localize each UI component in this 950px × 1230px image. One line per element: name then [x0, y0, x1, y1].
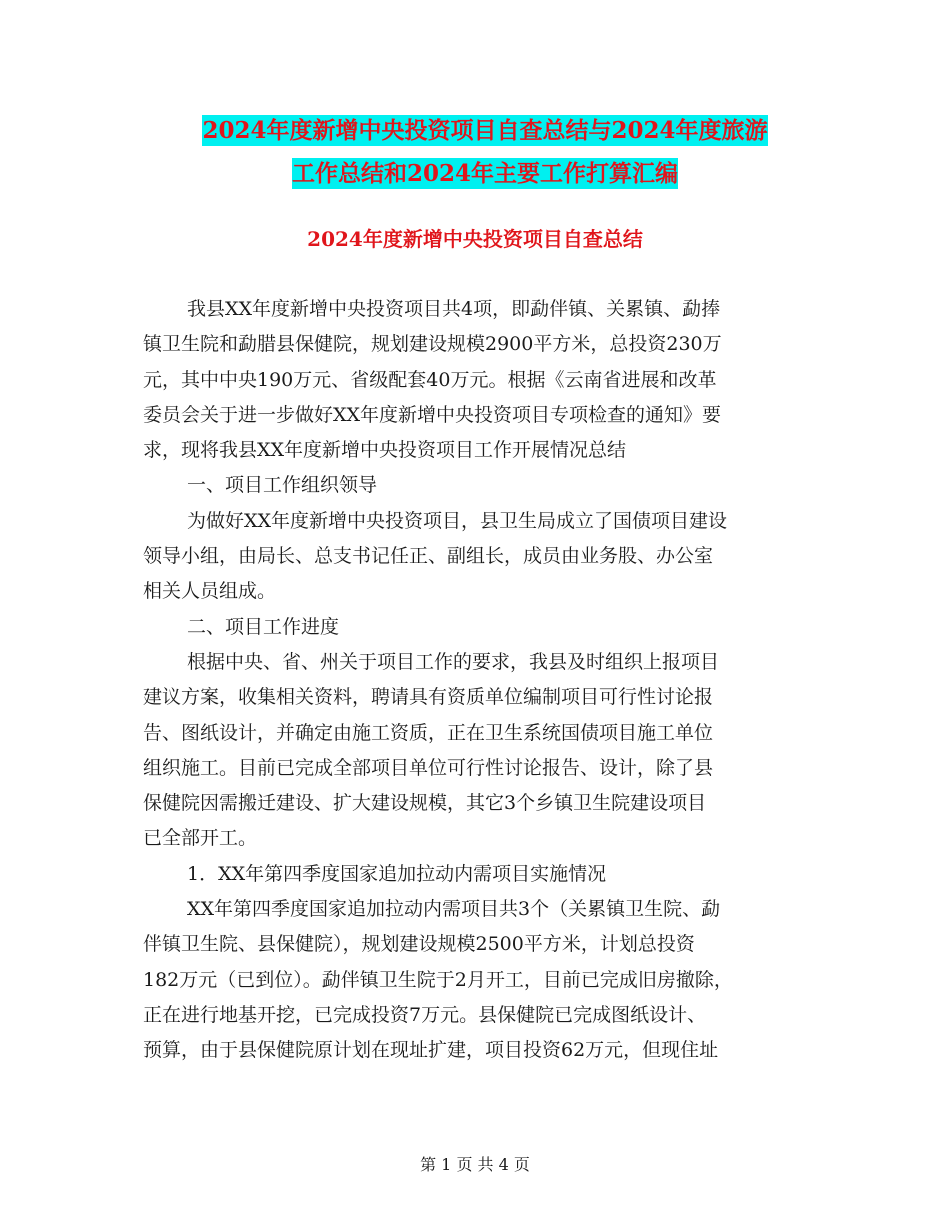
paragraph-line: XX年第四季度国家追加拉动内需项目共3个（关累镇卫生院、勐	[187, 898, 721, 921]
body-text	[143, 292, 808, 1069]
document-title-line-1: 2024年度新增中央投资项目自查总结与2024年度旅游	[202, 117, 768, 144]
paragraph-line: 领导小组，由局长、总支书记任正、副组长，成员由业务股、办公室	[143, 545, 714, 568]
paragraph-line: 求，现将我县XX年度新增中央投资项目工作开展情况总结	[143, 439, 627, 462]
paragraph-line: 相关人员组成。	[143, 580, 277, 603]
paragraph-line: 建议方案，收集相关资料，聘请具有资质单位编制项目可行性讨论报	[143, 686, 714, 709]
paragraph-line: 委员会关于进一步做好XX年度新增中央投资项目专项检查的通知》要	[143, 403, 722, 426]
heading-line: 一、项目工作组织领导	[187, 474, 378, 497]
paragraph-line: 根据中央、省、州关于项目工作的要求，我县及时组织上报项目	[187, 650, 720, 673]
paragraph-line: 镇卫生院和勐腊县保健院，规划建设规模2900平方米，总投资230万	[143, 333, 722, 356]
section-title: 2024年度新增中央投资项目自查总结	[307, 227, 643, 251]
paragraph-line: 正在进行地基开挖，已完成投资7万元。县保健院已完成图纸设计、	[143, 1003, 707, 1026]
heading-line: 1．XX年第四季度国家追加拉动内需项目实施情况	[187, 862, 607, 885]
paragraph-line: 组织施工。目前已完成全部项目单位可行性讨论报告、设计，除了县	[143, 756, 714, 779]
paragraph-line: 我县XX年度新增中央投资项目共4项，即勐伴镇、关累镇、勐捧	[187, 298, 721, 320]
paragraph-line: 伴镇卫生院、县保健院），规划建设规模2500平方米，计划总投资	[143, 933, 695, 956]
paragraph-line: 182万元（已到位）。勐伴镇卫生院于2月开工，目前已完成旧房撤除，	[143, 968, 733, 991]
paragraph-line: 预算，由于县保健院原计划在现址扩建，项目投资62万元，但现住址	[143, 1039, 719, 1062]
paragraph-line: 告、图纸设计，并确定由施工资质，正在卫生系统国债项目施工单位	[143, 721, 714, 744]
heading-line: 二、项目工作进度	[187, 615, 340, 638]
document-title-line-2: 工作总结和2024年主要工作打算汇编	[291, 160, 678, 187]
paragraph-line: 元，其中中央190万元、省级配套40万元。根据《云南省进展和改革	[143, 368, 717, 391]
paragraph-line: 已全部开工。	[143, 827, 258, 850]
paragraph-line: 为做好XX年度新增中央投资项目，县卫生局成立了国债项目建设	[187, 509, 728, 532]
page-footer: 第 1 页 共 4 页	[420, 1155, 530, 1174]
paragraph-line: 保健院因需搬迁建设、扩大建设规模，其它3个乡镇卫生院建设项目	[143, 792, 707, 815]
